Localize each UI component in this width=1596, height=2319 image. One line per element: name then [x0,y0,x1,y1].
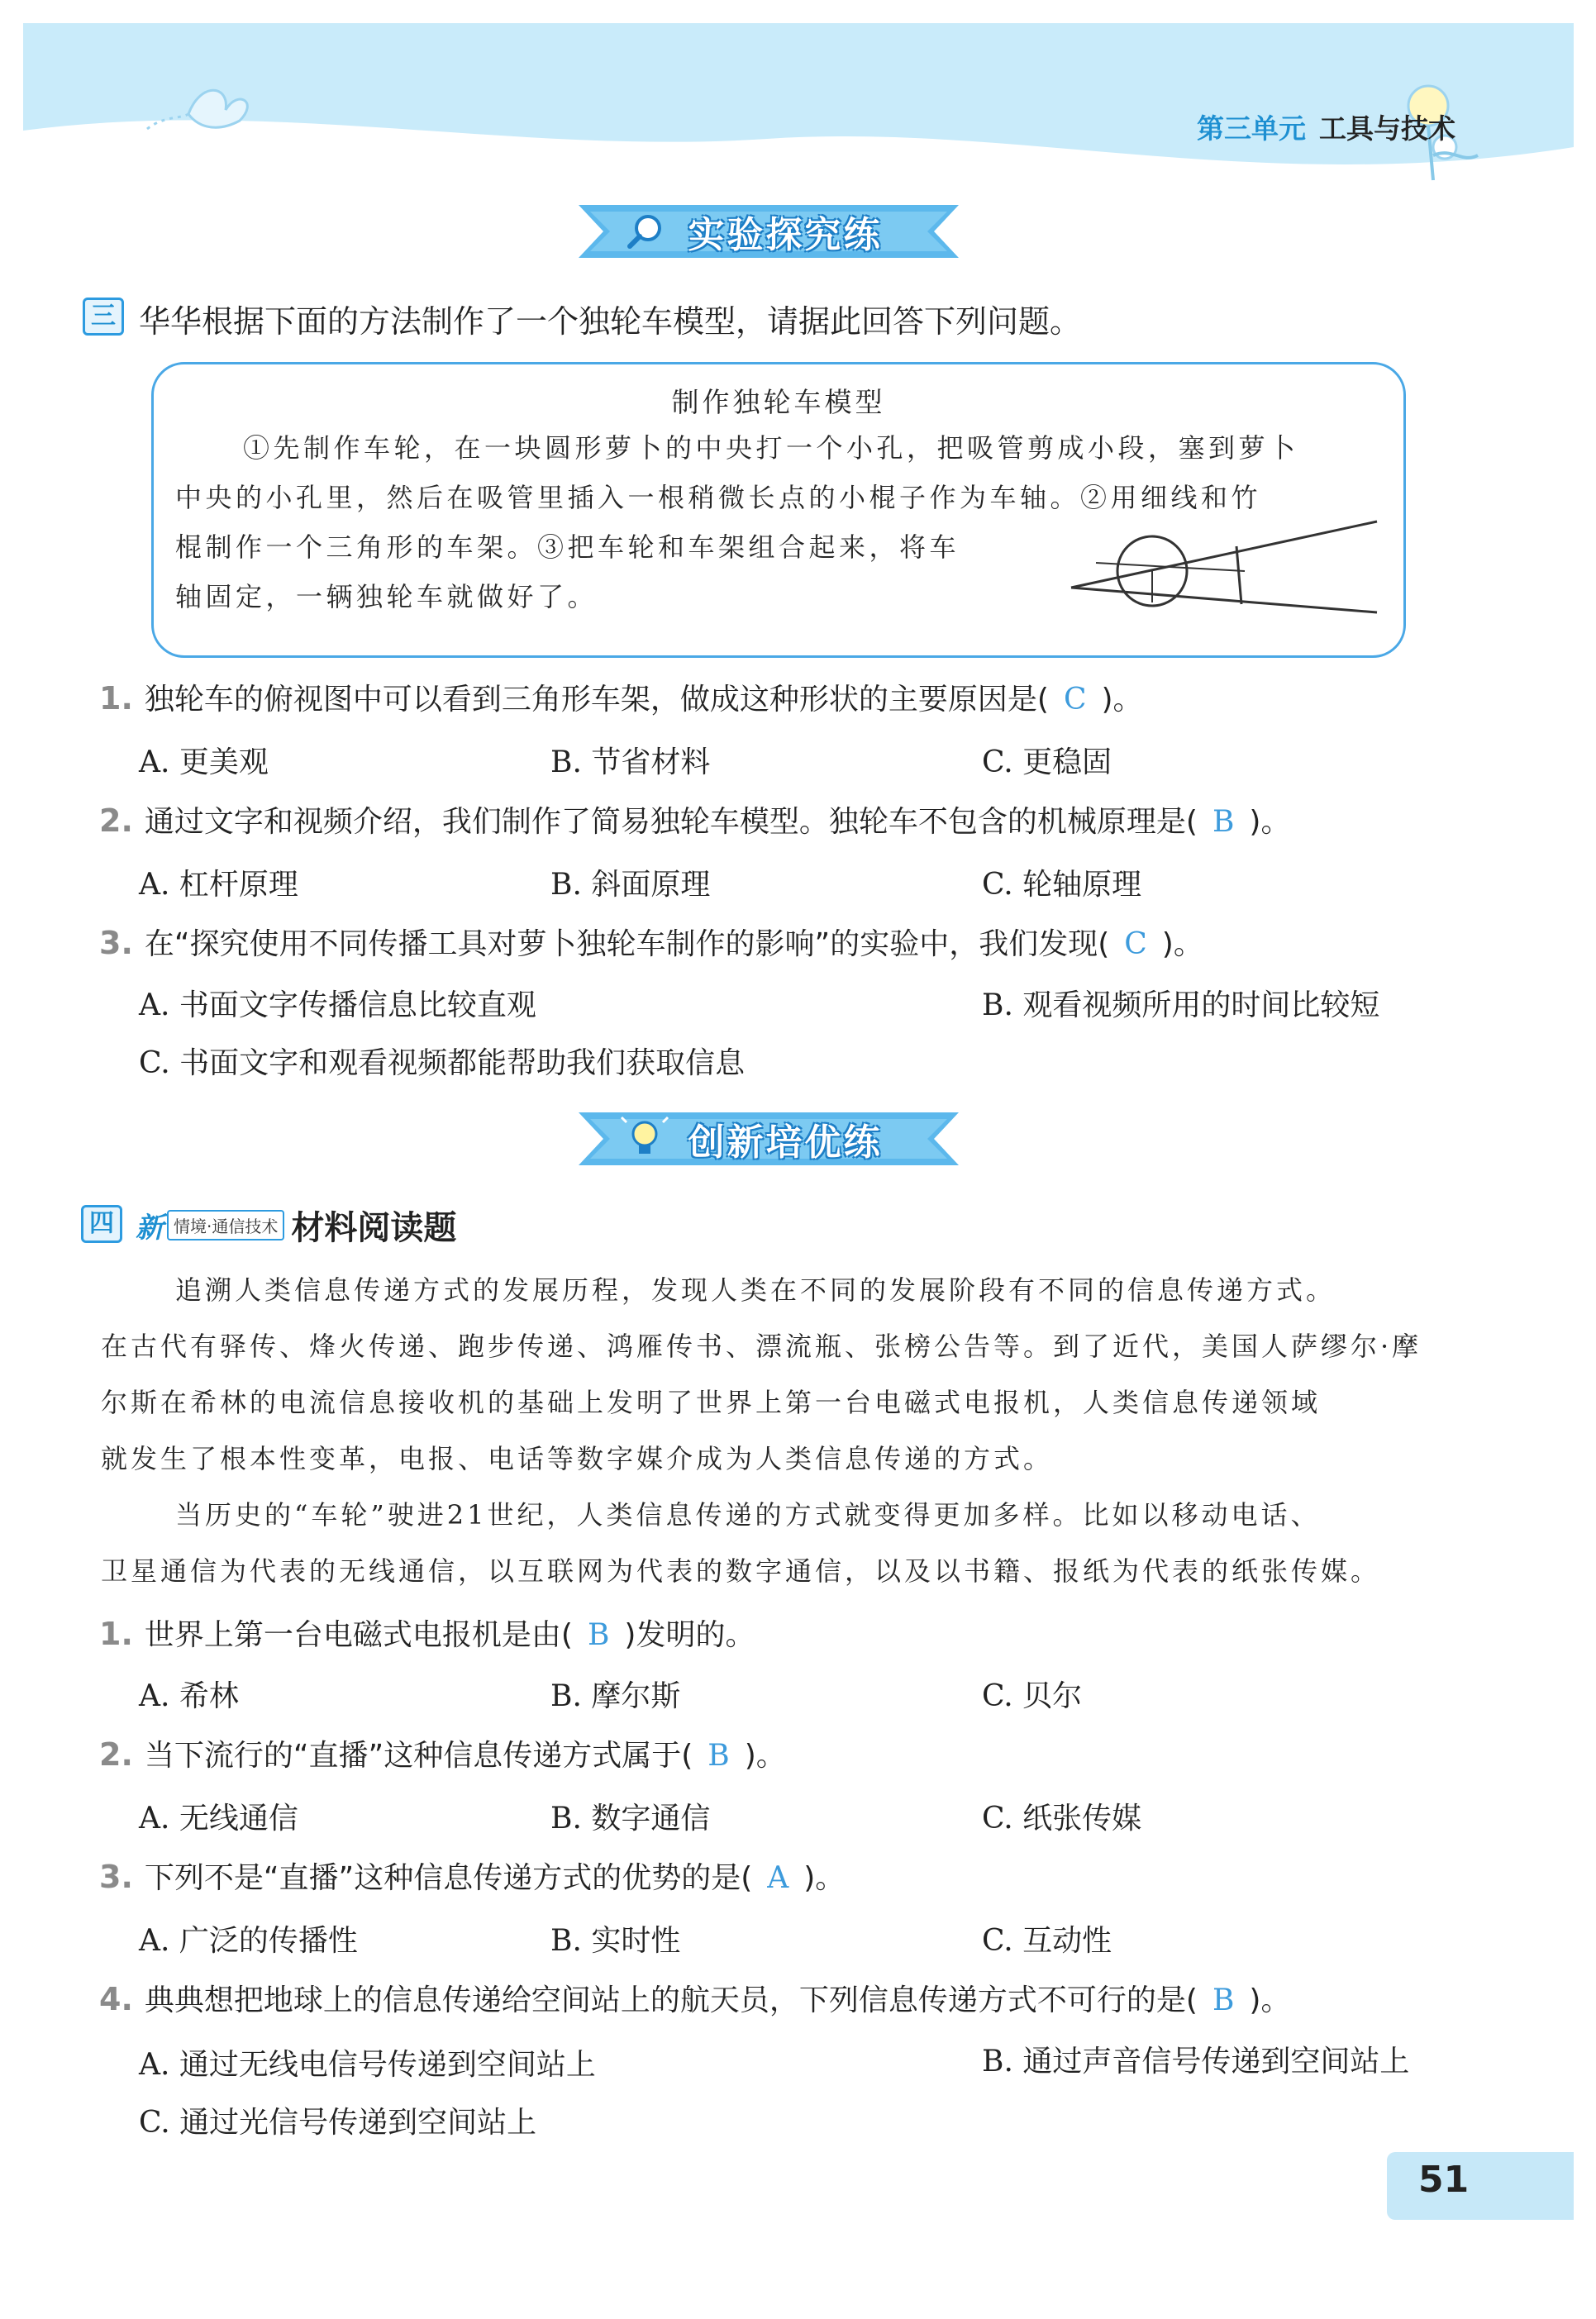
box-line: 中央的小孔里，然后在吸管里插入一根稍微长点的小棍子作为车轴。②用细线和竹 [175,482,1262,513]
option-b: B. 观看视频所用的时间比较短 [982,988,1380,1022]
option-a: A. 广泛的传播性 [139,1924,358,1958]
option-a: A. 希林 [139,1679,239,1713]
question-text: 独轮车的俯视图中可以看到三角形车架，做成这种形状的主要原因是( [144,683,1049,717]
question-text-end: )。 [1249,1983,1291,2017]
answer: A [767,1861,789,1895]
question-text: 当下流行的“直播”这种信息传递方式属于( [144,1739,693,1773]
option-b: B. 斜面原理 [550,868,711,902]
question-text: 通过文字和视频介绍，我们制作了简易独轮车模型。独轮车不包含的机械原理是( [144,805,1198,839]
question-text: 世界上第一台电磁式电报机是由( [144,1618,573,1652]
option-c: C. 互动性 [982,1924,1112,1958]
question-badge: 四 [81,1205,122,1243]
option-a: A. 杠杆原理 [139,868,298,902]
question-stem: 华华根据下面的方法制作了一个独轮车模型，请据此回答下列问题。 [139,303,1082,340]
unit-topic: 工具与技术 [1319,112,1455,145]
question-text-end: )。 [1101,683,1143,717]
banner-title: 创新培优练 [688,1121,883,1164]
option-c: C. 更稳固 [982,745,1112,779]
option-b: B. 实时性 [550,1924,681,1958]
question-badge: 三 [83,298,124,336]
question-number: 4. [99,1981,133,2017]
material-title: 材料阅读题 [291,1209,457,1247]
answer: B [707,1739,730,1773]
option-c: C. 贝尔 [982,1679,1083,1713]
option-c: C. 书面文字和观看视频都能帮助我们获取信息 [139,1046,746,1080]
option-a: A. 无线通信 [139,1802,298,1836]
box-line: ①先制作车轮，在一块圆形萝卜的中央打一个小孔，把吸管剪成小段，塞到萝卜 [243,432,1299,464]
question-2 [99,798,1290,840]
paragraph-line: 追溯人类信息传递方式的发展历程，发现人类在不同的发展阶段有不同的信息传递方式。 [175,1274,1336,1306]
question-number: 3. [99,925,133,961]
question-text: 在“探究使用不同传播工具对萝卜独轮车制作的影响”的实验中，我们发现( [144,927,1110,961]
answer: B [1212,1983,1235,2017]
option-a: A. 通过无线电信号传递到空间站上 [139,2048,596,2082]
header-band [23,23,1574,185]
option-a: A. 更美观 [139,745,269,779]
paragraph-line: 尔斯在希林的电流信息接收机的基础上发明了世界上第一台电磁式电报机，人类信息传递领域 [101,1387,1322,1418]
unit-title [1197,107,1455,146]
question-number: 3. [99,1859,133,1895]
paragraph-line: 卫星通信为代表的无线通信，以互联网为代表的数字通信，以及以书籍、报纸为代表的纸张传媒。 [101,1555,1381,1587]
option-a: A. 书面文字传播信息比较直观 [139,988,536,1022]
box-title: 制作独轮车模型 [671,386,886,418]
option-b: B. 数字通信 [550,1802,711,1836]
tag-new: 新 [136,1212,164,1245]
option-b: B. 摩尔斯 [550,1679,681,1713]
answer: B [1212,805,1235,839]
paragraph-line: 在古代有驿传、烽火传递、跑步传递、鸿雁传书、漂流瓶、张榜公告等。到了近代，美国人萨缪尔·摩 [101,1331,1422,1362]
question-2 [99,1732,786,1774]
option-b: B. 通过声音信号传递到空间站上 [982,2045,1410,2079]
question-4 [99,1977,1290,2019]
question-text: 典典想把地球上的信息传递给空间站上的航天员，下列信息传递方式不可行的是( [144,1983,1198,2017]
option-b: B. 节省材料 [550,745,711,779]
question-text-end: )。 [1161,927,1203,961]
page-number-tab [1387,2152,1574,2220]
page-number: 51 [1418,2159,1470,2201]
tag-context: 情境·通信技术 [167,1210,284,1240]
question-text-end: )。 [744,1739,786,1773]
material-box [151,362,1406,658]
question-3 [99,921,1203,963]
unit-number: 第三单元 [1197,112,1306,145]
paragraph-line: 当历史的“车轮”驶进21世纪，人类信息传递的方式就变得更加多样。比如以移动电话、 [175,1499,1321,1531]
question-number: 1. [99,680,133,717]
question-number: 2. [99,1736,133,1773]
paragraph-line: 就发生了根本性变革，电报、电话等数字媒介成为人类信息传递的方式。 [101,1443,1054,1474]
banner-title: 实验探究练 [688,214,883,256]
question-number: 1. [99,1616,133,1652]
section-banner-innovation [579,1104,959,1174]
option-c: C. 通过光信号传递到空间站上 [139,2106,537,2140]
question-1 [99,676,1143,718]
option-c: C. 轮轴原理 [982,868,1142,902]
question-text: 下列不是“直播”这种信息传递方式的优势的是( [144,1861,753,1895]
unicycle-illustration [1063,513,1385,621]
option-c: C. 纸张传媒 [982,1802,1142,1836]
question-1 [99,1612,755,1654]
section-banner-experiment [579,197,959,266]
question-3 [99,1855,845,1897]
question-text-end: )发明的。 [624,1618,755,1652]
answer: C [1124,927,1147,961]
answer: B [587,1618,610,1652]
box-line: 棍制作一个三角形的车架。③把车轮和车架组合起来，将车 [175,531,960,563]
answer: C [1063,683,1087,717]
box-line: 轴固定，一辆独轮车就做好了。 [175,581,598,612]
question-text-end: )。 [803,1861,846,1895]
material-heading [136,1202,456,1249]
question-text-end: )。 [1249,805,1291,839]
question-number: 2. [99,802,133,839]
